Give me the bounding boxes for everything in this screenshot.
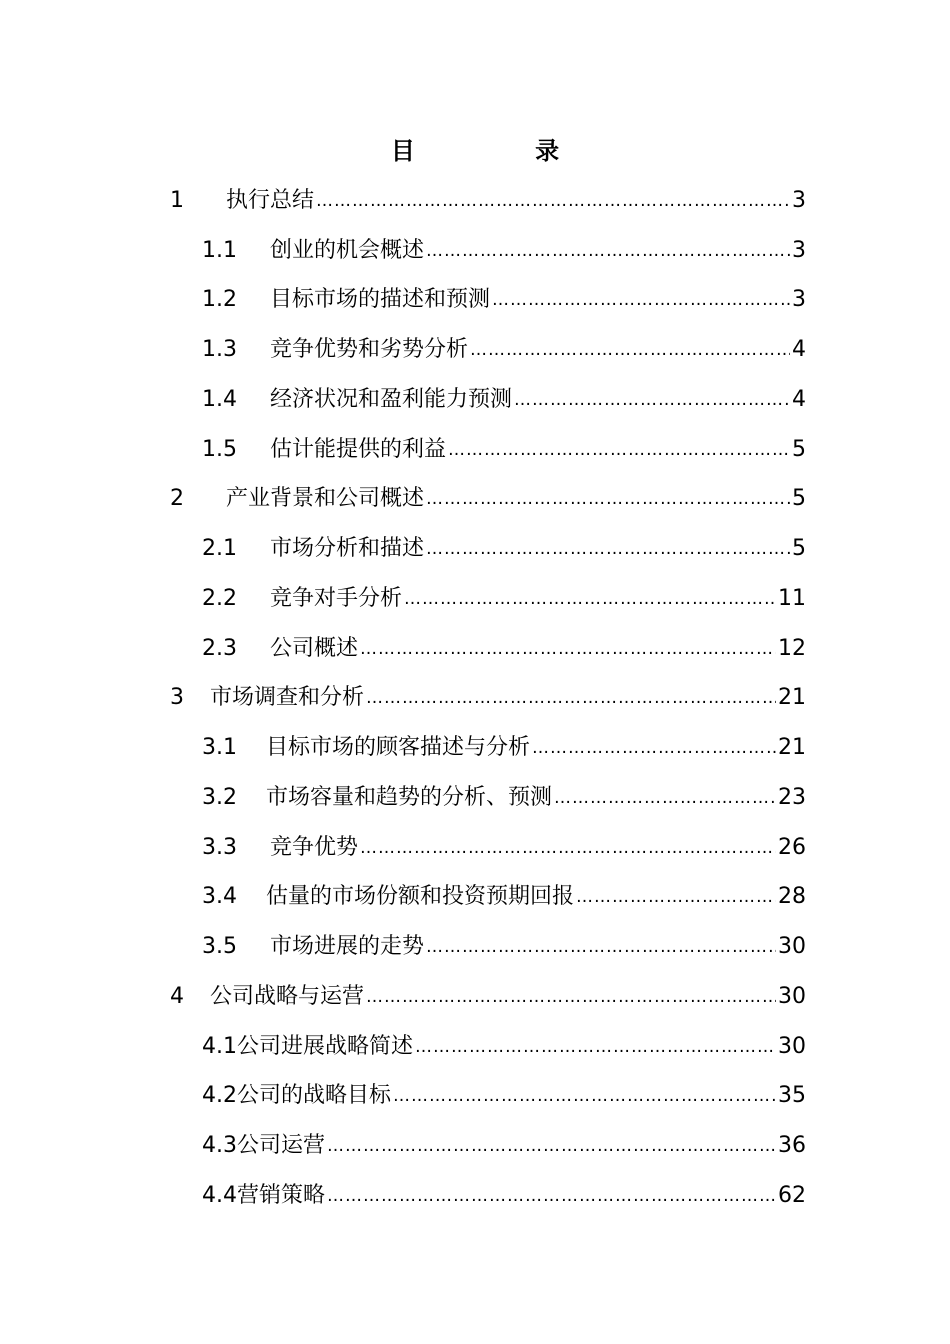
toc-leader-dots bbox=[366, 683, 776, 713]
toc-entry-page: 30 bbox=[778, 1033, 806, 1059]
toc-entry-title: 公司运营 bbox=[237, 1133, 326, 1159]
table-of-contents bbox=[170, 176, 806, 1221]
toc-leader-dots bbox=[360, 634, 776, 664]
toc-entry[interactable] bbox=[170, 773, 806, 823]
toc-leader-dots bbox=[492, 285, 790, 315]
toc-entry-title: 市场容量和趋势的分析、预测 bbox=[266, 784, 553, 810]
toc-entry-number: 2 bbox=[170, 486, 184, 512]
toc-entry[interactable] bbox=[170, 574, 806, 624]
toc-entry[interactable] bbox=[170, 1022, 806, 1072]
toc-leader-dots bbox=[404, 584, 776, 614]
toc-entry-page: 5 bbox=[792, 536, 806, 562]
toc-leader-dots bbox=[426, 534, 790, 564]
toc-entry-page: 4 bbox=[792, 386, 806, 412]
toc-entry-number: 2.1 bbox=[202, 536, 237, 562]
toc-entry-number: 3.3 bbox=[202, 834, 237, 860]
toc-entry[interactable] bbox=[170, 475, 806, 525]
toc-entry-title: 公司战略与运营 bbox=[210, 983, 365, 1009]
toc-entry-page: 3 bbox=[792, 237, 806, 263]
toc-leader-dots bbox=[554, 783, 776, 813]
toc-leader-dots bbox=[448, 435, 790, 465]
toc-leader-dots bbox=[316, 186, 790, 216]
toc-entry-number: 4 bbox=[170, 983, 184, 1009]
toc-entry-number: 4.4 bbox=[202, 1182, 237, 1208]
toc-entry-title: 公司的战略目标 bbox=[237, 1083, 392, 1109]
toc-entry[interactable] bbox=[170, 524, 806, 574]
toc-entry-title: 执行总结 bbox=[226, 187, 315, 213]
toc-entry-page: 5 bbox=[792, 486, 806, 512]
toc-entry-number: 4.2 bbox=[202, 1083, 237, 1109]
toc-entry-page: 35 bbox=[778, 1083, 806, 1109]
toc-entry-page: 12 bbox=[778, 635, 806, 661]
toc-entry-title: 市场调查和分析 bbox=[210, 685, 365, 711]
toc-entry-page: 28 bbox=[778, 884, 806, 910]
toc-entry-number: 3.4 bbox=[202, 884, 237, 910]
toc-entry-title: 产业背景和公司概述 bbox=[226, 486, 425, 512]
toc-entry[interactable] bbox=[170, 226, 806, 276]
toc-entry-title: 竞争优势和劣势分析 bbox=[270, 337, 469, 363]
toc-entry-number: 1.5 bbox=[202, 436, 237, 462]
toc-entry-title: 竞争优势 bbox=[270, 834, 359, 860]
toc-entry[interactable] bbox=[170, 873, 806, 923]
toc-entry-page: 21 bbox=[778, 685, 806, 711]
toc-entry-page: 62 bbox=[778, 1182, 806, 1208]
toc-entry-title: 目标市场的顾客描述与分析 bbox=[266, 735, 531, 761]
toc-entry-page: 3 bbox=[792, 187, 806, 213]
toc-entry-number: 1.1 bbox=[202, 237, 237, 263]
toc-entry-number: 3.5 bbox=[202, 934, 237, 960]
toc-leader-dots bbox=[532, 733, 776, 763]
toc-leader-dots bbox=[576, 882, 776, 912]
toc-entry-number: 2.3 bbox=[202, 635, 237, 661]
toc-entry-title: 估量的市场份额和投资预期回报 bbox=[266, 884, 575, 910]
toc-entry-title: 公司进展战略简述 bbox=[237, 1033, 414, 1059]
page-title: 目 录 bbox=[390, 137, 616, 165]
toc-entry-page: 4 bbox=[792, 337, 806, 363]
toc-entry-page: 3 bbox=[792, 287, 806, 313]
toc-entry[interactable] bbox=[170, 176, 806, 226]
toc-entry-page: 11 bbox=[778, 585, 806, 611]
toc-entry[interactable] bbox=[170, 325, 806, 375]
toc-entry-title: 营销策略 bbox=[237, 1182, 326, 1208]
toc-entry-number: 3.1 bbox=[202, 735, 237, 761]
toc-entry-title: 竞争对手分析 bbox=[270, 585, 403, 611]
toc-entry-title: 市场分析和描述 bbox=[270, 536, 425, 562]
toc-leader-dots bbox=[470, 335, 790, 365]
toc-leader-dots bbox=[327, 1131, 776, 1161]
toc-leader-dots bbox=[426, 932, 776, 962]
toc-entry[interactable] bbox=[170, 1072, 806, 1122]
toc-entry[interactable] bbox=[170, 1121, 806, 1171]
toc-entry-number: 4.1 bbox=[202, 1033, 237, 1059]
toc-entry-title: 公司概述 bbox=[270, 635, 359, 661]
toc-entry-number: 1.2 bbox=[202, 287, 237, 313]
toc-entry-page: 5 bbox=[792, 436, 806, 462]
toc-leader-dots bbox=[514, 385, 790, 415]
toc-leader-dots bbox=[366, 982, 776, 1012]
toc-entry[interactable] bbox=[170, 425, 806, 475]
toc-entry-title: 目标市场的描述和预测 bbox=[270, 287, 491, 313]
toc-leader-dots bbox=[426, 236, 790, 266]
toc-entry-number: 1.3 bbox=[202, 337, 237, 363]
toc-entry-number: 3.2 bbox=[202, 784, 237, 810]
toc-entry-page: 23 bbox=[778, 784, 806, 810]
toc-entry-number: 1.4 bbox=[202, 386, 237, 412]
toc-entry-page: 30 bbox=[778, 934, 806, 960]
toc-entry-title: 估计能提供的利益 bbox=[270, 436, 447, 462]
toc-entry[interactable] bbox=[170, 674, 806, 724]
toc-entry[interactable] bbox=[170, 276, 806, 326]
toc-entry[interactable] bbox=[170, 624, 806, 674]
toc-entry-page: 26 bbox=[778, 834, 806, 860]
toc-entry[interactable] bbox=[170, 1171, 806, 1221]
toc-entry-title: 市场进展的走势 bbox=[270, 934, 425, 960]
toc-entry[interactable] bbox=[170, 375, 806, 425]
toc-leader-dots bbox=[327, 1181, 776, 1211]
toc-leader-dots bbox=[415, 1032, 776, 1062]
toc-leader-dots bbox=[360, 833, 776, 863]
toc-entry-number: 3 bbox=[170, 685, 184, 711]
toc-entry-title: 经济状况和盈利能力预测 bbox=[270, 386, 513, 412]
toc-entry-number: 4.3 bbox=[202, 1133, 237, 1159]
toc-entry-title: 创业的机会概述 bbox=[270, 237, 425, 263]
toc-leader-dots bbox=[426, 484, 790, 514]
toc-entry[interactable] bbox=[170, 823, 806, 873]
toc-entry-page: 30 bbox=[778, 983, 806, 1009]
toc-entry[interactable] bbox=[170, 972, 806, 1022]
toc-entry[interactable] bbox=[170, 922, 806, 972]
toc-entry-number: 1 bbox=[170, 187, 184, 213]
toc-entry-page: 21 bbox=[778, 735, 806, 761]
toc-entry-page: 36 bbox=[778, 1133, 806, 1159]
toc-entry-number: 2.2 bbox=[202, 585, 237, 611]
toc-leader-dots bbox=[393, 1081, 776, 1111]
toc-entry[interactable] bbox=[170, 723, 806, 773]
